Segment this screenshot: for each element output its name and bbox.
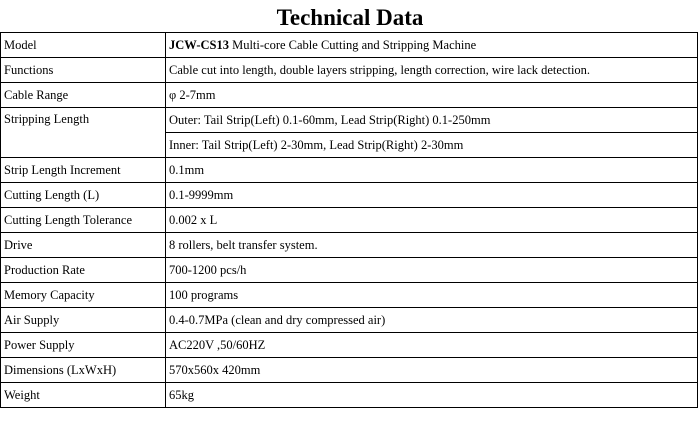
row-label-cutting-length-tolerance: Cutting Length Tolerance <box>1 208 166 233</box>
table-row-power-supply <box>1 333 698 358</box>
row-label-functions: Functions <box>1 58 166 83</box>
row-value-air-supply: 0.4-0.7MPa (clean and dry compressed air) <box>166 308 698 333</box>
table-row-functions <box>1 58 698 83</box>
row-value-stripping-outer: Outer: Tail Strip(Left) 0.1-60mm, Lead Strip(Right) 0.1-250mm <box>166 108 698 133</box>
row-value-production-rate: 700-1200 pcs/h <box>166 258 698 283</box>
table-row-drive <box>1 233 698 258</box>
row-value-functions: Cable cut into length, double layers stripping, length correction, wire lack detection. <box>166 58 698 83</box>
row-label-dimensions: Dimensions (LxWxH) <box>1 358 166 383</box>
row-value-dimensions: 570x560x 420mm <box>166 358 698 383</box>
row-label-memory-capacity: Memory Capacity <box>1 283 166 308</box>
row-value-weight: 65kg <box>166 383 698 408</box>
table-row-memory-capacity <box>1 283 698 308</box>
row-value-stripping-inner: Inner: Tail Strip(Left) 2-30mm, Lead Strip(Right) 2-30mm <box>166 133 698 158</box>
row-label-production-rate: Production Rate <box>1 258 166 283</box>
row-value-power-supply: AC220V ,50/60HZ <box>166 333 698 358</box>
technical-data-table <box>0 32 698 408</box>
row-label-weight: Weight <box>1 383 166 408</box>
row-value-drive: 8 rollers, belt transfer system. <box>166 233 698 258</box>
row-label-drive: Drive <box>1 233 166 258</box>
table-row-cutting-length-tolerance <box>1 208 698 233</box>
table-row-dimensions <box>1 358 698 383</box>
row-label-model: Model <box>1 33 166 58</box>
row-label-strip-length-increment: Strip Length Increment <box>1 158 166 183</box>
table-row-weight <box>1 383 698 408</box>
row-label-cable-range: Cable Range <box>1 83 166 108</box>
table-row-cable-range <box>1 83 698 108</box>
table-row-strip-length-increment <box>1 158 698 183</box>
row-value-model <box>166 33 698 58</box>
table-row-stripping-length <box>1 108 698 133</box>
row-value-cutting-length: 0.1-9999mm <box>166 183 698 208</box>
row-value-cable-range: φ 2-7mm <box>166 83 698 108</box>
table-row-production-rate <box>1 258 698 283</box>
page-title: Technical Data <box>276 5 424 30</box>
row-value-memory-capacity: 100 programs <box>166 283 698 308</box>
table-row-air-supply <box>1 308 698 333</box>
table-row-model <box>1 33 698 58</box>
model-code: JCW-CS13 <box>169 38 229 52</box>
row-label-stripping-length: Stripping Length <box>1 108 166 158</box>
model-description: Multi-core Cable Cutting and Stripping Machine <box>228 38 477 52</box>
row-label-air-supply: Air Supply <box>1 308 166 333</box>
table-row-cutting-length <box>1 183 698 208</box>
row-label-cutting-length: Cutting Length (L) <box>1 183 166 208</box>
row-value-strip-length-increment: 0.1mm <box>166 158 698 183</box>
row-label-power-supply: Power Supply <box>1 333 166 358</box>
row-value-cutting-length-tolerance: 0.002 x L <box>166 208 698 233</box>
